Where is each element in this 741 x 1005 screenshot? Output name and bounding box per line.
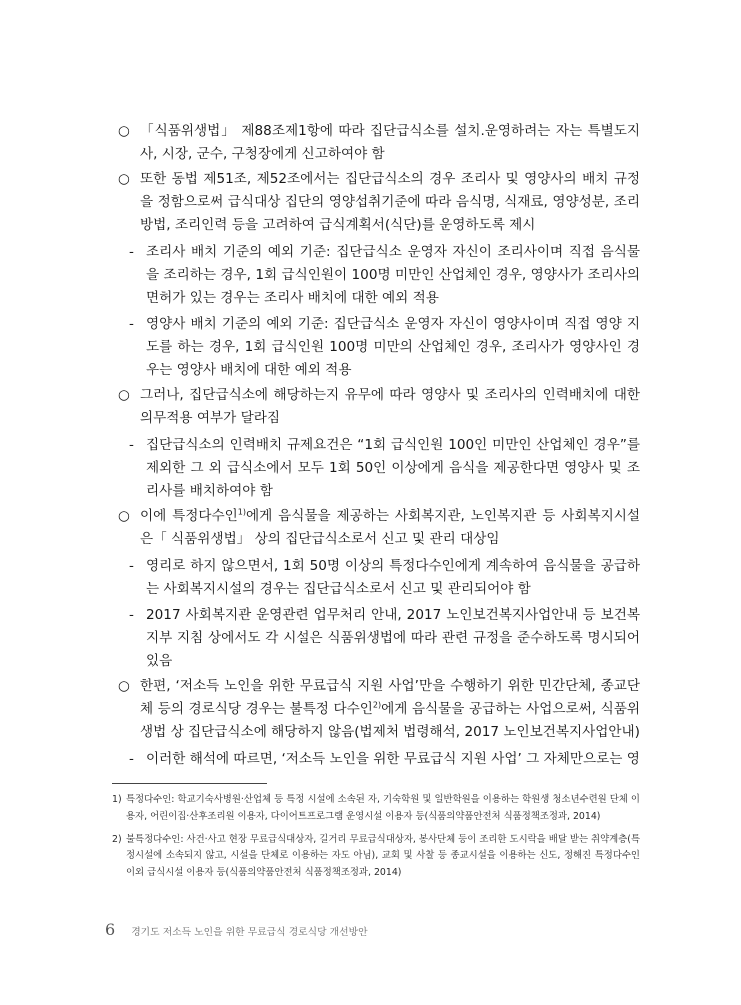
dash-bullet-marker: - [129,316,134,332]
bullet-paragraph [112,384,640,430]
paragraph-text: 또한 동법 제51조, 제52조에서는 집단급식소의 경우 조리사 및 영양사의 배치 규정을 정함으로써 급식대상 집단의 영양섭취기준에 따라 음식명, 식재료, 영양성분, 조리방법, 조리인력 등을 고려하여 급식계획서(식단)를 운영하도록 제시 [140,171,640,233]
circle-bullet-marker: ○ [118,171,130,187]
footnote-text: 불특정다수인: 사건·사고 현장 무료급식대상자, 길거리 무료급식대상자, 봉사단체 등이 조리한 도시락을 배달 받는 취약계층(특정시설에 소속되지 않고, 시설을 단체로 이용하는 자도 아님), 교회 및 사찰 등 종교시설을 이용하는 신도, 정해진 특정다수인 이외 급식시설 이용자 등(식품의약품안전처 식품정책조정과, 2014) [126,833,640,879]
paragraph-text: 조리사 배치 기준의 예외 기준: 집단급식소 운영자 자신이 조리사이며 직접 음식물을 조리하는 경우, 1회 급식인원이 100명 미만인 산업체인 경우, 영양사가 조리사의 면허가 있는 경우는 조리사 배치에 대한 예외 적용 [146,244,640,306]
footnotes [112,792,640,888]
paragraph-text: 에게 음식물을 제공하는 사회복지관, 노인복지관 등 사회복지시설은「 식품위생법」 상의 집단급식소로서 신고 및 관리 대상임 [140,508,640,547]
paragraph-text: 그러나, 집단급식소에 해당하는지 유무에 따라 영양사 및 조리사의 인력배치에 대한 의무적용 여부가 달라짐 [140,387,640,426]
footnote-reference[interactable]: 1) [237,507,246,517]
circle-bullet-marker: ○ [118,123,130,139]
paragraph-text: 에게 음식물을 공급하는 사업으로써, 식품위생법 상 집단급식소에 해당하지 않음(법제처 법령해석, 2017 노인보건복지사업안내) [140,701,640,740]
paragraph-text: 이에 특정다수인 [140,508,238,524]
footnote [112,792,640,826]
dash-bullet-marker: - [129,751,134,767]
page-number: 6 [105,920,116,939]
dash-paragraph [112,604,640,673]
footnote-text: 특정다수인: 학교기숙사병원·산업체 등 특정 시설에 소속된 자, 기숙학원 및 일반학원을 이용하는 학원생 청소년수련원 단체 이용자, 어린이집·산후조리원 이용자, 다이어트프로그램 운영시설 이용자 등(식품의약품안전처 식품정책조정과, 2014) [126,794,640,822]
footnote-marker: 2) [112,833,122,845]
body-text [112,120,640,771]
running-title: 경기도 저소득 노인을 위한 무료급식 경로식당 개선방안 [131,927,368,938]
dash-paragraph [112,313,640,382]
paragraph-text: 이러한 해석에 따르면, ‘저소득 노인을 위한 무료급식 지원 사업’ 그 자체만으로는 영 [146,751,640,767]
paragraph-text: 「식품위생법」 제88조제1항에 따라 집단급식소를 설치.운영하려는 자는 특별도지사, 시장, 군수, 구청장에게 신고하여야 함 [140,123,640,162]
dash-bullet-marker: - [129,607,134,623]
dash-paragraph [112,555,640,601]
bullet-paragraph [112,675,640,744]
paragraph-text: 집단급식소의 인력배치 규제요건은 “1회 급식인원 100인 미만인 산업체인 경우”를 제외한 그 외 급식소에서 모두 1회 50인 이상에게 음식을 제공한다면 영양사 및 조리사를 배치하여야 함 [146,437,641,499]
circle-bullet-marker: ○ [118,508,130,524]
footnote-marker: 1) [112,794,122,805]
paragraph-text: 한편, ‘저소득 노인을 위한 무료급식 지원 사업’만을 수행하기 위한 민간단체, 종교단체 등의 경로식당 경우는 불특정 다수인 [140,678,640,717]
circle-bullet-marker: ○ [118,387,130,403]
paragraph-text: 영양사 배치 기준의 예외 기준: 집단급식소 운영자 자신이 영양사이며 직접 영양 지도를 하는 경우, 1회 급식인원 100명 미만의 산업체인 경우, 조리사가 영양사인 경우는 영양사 배치에 대한 예외 적용 [146,316,640,378]
dash-bullet-marker: - [129,437,134,453]
footnote-separator [112,783,267,784]
dash-bullet-marker: - [129,244,134,260]
paragraph-text: 영리로 하지 않으면서, 1회 50명 이상의 특정다수인에게 계속하여 음식물을 공급하는 사회복지시설의 경우는 집단급식소로서 신고 및 관리되어야 함 [146,558,640,597]
footnote [112,832,640,882]
circle-bullet-marker: ○ [118,678,130,694]
page-footer [105,920,368,939]
dash-paragraph [112,434,640,503]
dash-paragraph [112,748,640,771]
dash-paragraph [112,241,640,310]
footnote-reference[interactable]: 2) [372,700,382,710]
bullet-paragraph [112,120,640,166]
bullet-paragraph [112,505,640,551]
paragraph-text: 2017 사회복지관 운영관련 업무처리 안내, 2017 노인보건복지사업안내 등 보건복지부 지침 상에서도 각 시설은 식품위생법에 따라 관련 규정을 준수하도록 명시되어 있음 [146,607,640,669]
bullet-paragraph [112,168,640,237]
dash-bullet-marker: - [129,558,134,574]
